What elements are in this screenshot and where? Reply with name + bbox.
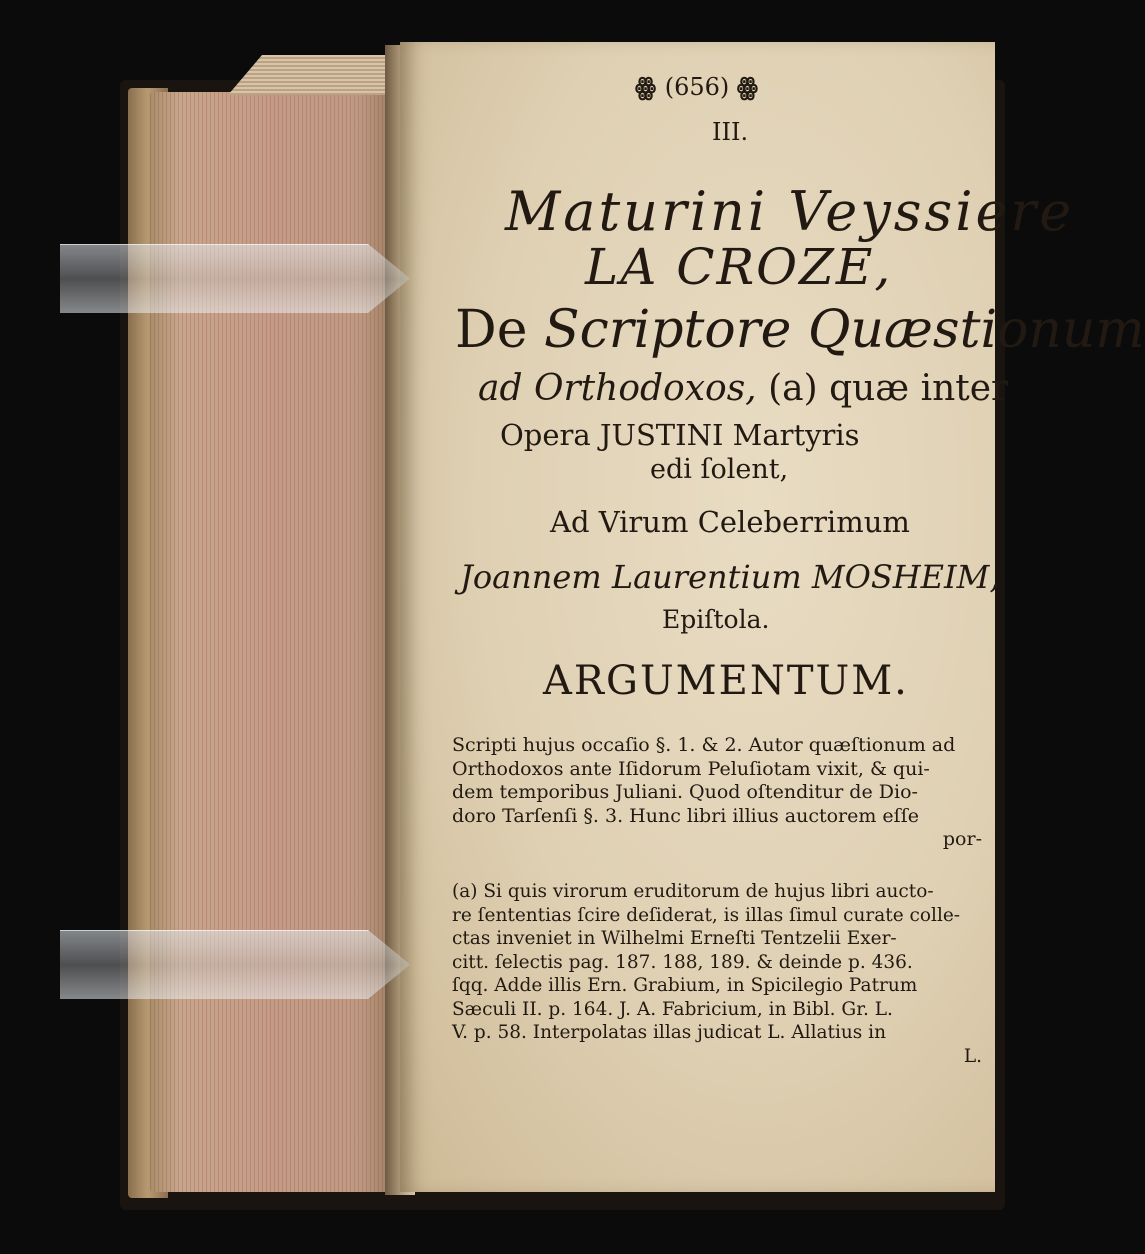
- footnote-line: V. p. 58. Interpolatas illas judicat L. Allatius in: [452, 1022, 887, 1043]
- footnote-line: ſqq. Adde illis Ern. Grabium, in Spicilegio Patrum: [452, 975, 918, 996]
- ornament-left-icon: ꙮ: [635, 72, 658, 101]
- page-header: [635, 72, 759, 101]
- footnote-line: Sæculi II. p. 164. J. A. Fabricium, in Bibl. Gr. L.: [452, 998, 893, 1020]
- page-number: (656): [664, 73, 730, 101]
- title-line-2: [478, 368, 1008, 409]
- argument-paragraph: [452, 734, 982, 852]
- title-line-5: Ad Virum Celeberrimum: [550, 505, 910, 539]
- argument-line: dem temporibus Juliani. Quod oſtenditur de Dio-: [452, 781, 918, 803]
- footnote: [452, 880, 982, 1068]
- catchword: por-: [942, 828, 982, 850]
- title-line-3: Opera JUSTINI Martyris: [500, 418, 860, 452]
- author-name: Maturini Veyssiere: [505, 180, 1075, 243]
- footnote-line: ctas inveniet in Wilhelmi Erneſti Tentzelii Exer-: [452, 928, 897, 949]
- argument-line: Scripti hujus occaſio §. 1. & 2. Autor quæſtionum ad: [452, 734, 956, 756]
- title-line-4: edi ſolent,: [650, 454, 789, 485]
- argument-heading: ARGUMENTUM.: [543, 658, 909, 704]
- title-line-1-italic: Scriptore Quæstionum: [544, 300, 1145, 360]
- argument-line: doro Tarſenſi §. 3. Hunc libri illius auctorem eſſe: [452, 804, 919, 827]
- title-line-1-prefix: De: [455, 300, 528, 360]
- title-line-1: [455, 300, 1145, 360]
- plastic-clip-top: [60, 244, 410, 313]
- ornament-right-icon: ꙮ: [736, 72, 760, 101]
- footnote-line: (a) Si quis virorum eruditorum de hujus libri aucto-: [452, 881, 934, 902]
- argument-line: Orthodoxos ante Iſidorum Peluſiotam vixit, & qui-: [452, 757, 930, 780]
- plastic-clip-bottom: [60, 930, 410, 999]
- page-stack-top: [228, 55, 398, 95]
- footnote-catchword: L.: [963, 1045, 982, 1067]
- section-number: III.: [712, 118, 749, 146]
- author-surname: LA CROZE,: [585, 238, 893, 296]
- footnote-line: re ſententias ſcire deſiderat, is illas ſimul curate colle-: [452, 904, 961, 926]
- title-line-2-italic: ad Orthodoxos,: [478, 368, 757, 409]
- footnote-line: citt. ſelectis pag. 187. 188, 189. & deinde p. 436.: [452, 951, 913, 973]
- title-line-2-rest: (a) quæ inter: [768, 368, 1009, 409]
- title-line-6: Joannem Laurentium MOSHEIM,: [460, 558, 1000, 596]
- title-line-7: Epiſtola.: [662, 605, 770, 634]
